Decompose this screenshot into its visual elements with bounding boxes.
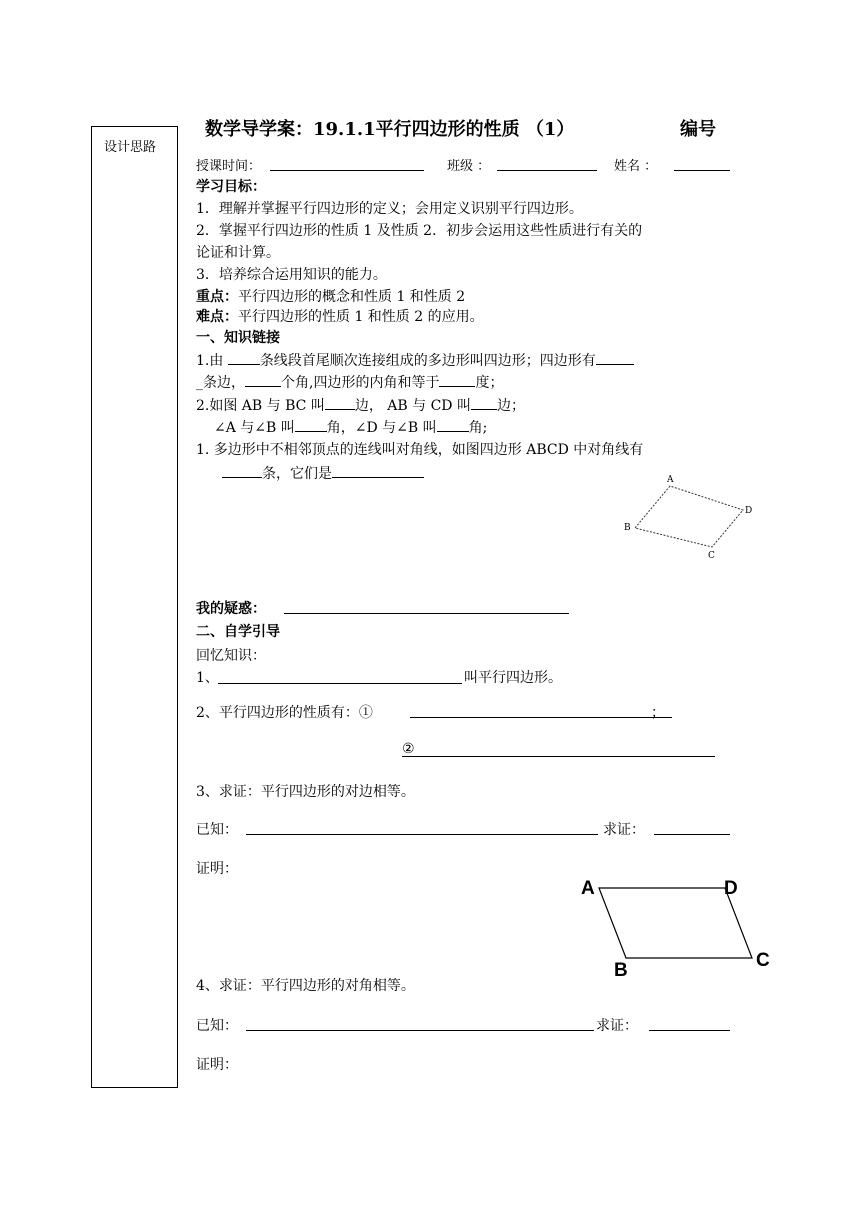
page-title: 数学导学案：19.1.1平行四边形的性质 （1） xyxy=(205,119,575,140)
name-label: 姓名 ： xyxy=(614,159,658,174)
objective-2: 2．掌握平行四边形的性质 1 及性质 2．初步会运用这些性质进行有关的 xyxy=(196,223,643,239)
fig1-label-a: A xyxy=(667,475,674,485)
objectives-heading: 学习目标： xyxy=(196,179,266,195)
fig2-label-b: B xyxy=(614,960,628,981)
question-1-line2: _条边， 个角,四边形的内角和等于 度； xyxy=(196,375,504,391)
item4-text: 4、求证：平行四边形的对角相等。 xyxy=(196,978,415,994)
question-2-line1: 2.如图 AB 与 BC 叫 边， AB 与 CD 叫 边； xyxy=(196,398,525,414)
difficult-point-label: 难点： xyxy=(196,309,238,325)
design-notes-label: 设计思路 xyxy=(104,140,157,155)
item1-prefix: 1、 xyxy=(196,670,219,686)
prove-label-2: 求证： xyxy=(596,1018,638,1034)
question-3-line2: 条，它们是 xyxy=(222,463,424,483)
question-3-line1: 1. 多边形中不相邻顶点的连线叫对角线，如图四边形 ABCD 中对角线有 xyxy=(196,442,644,458)
objective-3: 3．培养综合运用知识的能力。 xyxy=(196,267,387,283)
fig1-label-c: C xyxy=(708,551,715,561)
class-label: 班级 ： xyxy=(447,159,491,174)
item2-prefix: 2、平行四边形的性质有：① xyxy=(196,705,373,721)
fig2-label-a: A xyxy=(581,878,595,899)
difficult-point-text: 平行四边形的性质 1 和性质 2 的应用。 xyxy=(238,309,484,325)
number-label: 编号 xyxy=(680,119,716,140)
item2-second: ② xyxy=(402,741,415,757)
proof-label-1: 证明： xyxy=(196,861,238,877)
fig2-label-d: D xyxy=(724,878,738,899)
objective-2-cont: 论证和计算。 xyxy=(196,245,280,261)
fig1-label-b: B xyxy=(624,523,631,533)
recall-label: 回忆知识： xyxy=(196,648,266,664)
given-field-2[interactable] xyxy=(246,1030,594,1031)
prove-field-2[interactable] xyxy=(649,1030,730,1031)
given-label-1: 已知： xyxy=(196,822,238,838)
doubt-label: 我的疑惑： xyxy=(196,601,266,617)
question-1-line1: 1.由 条线段首尾顺次连接组成的多边形叫四边形；四边形有 xyxy=(196,350,634,370)
item1-suffix: 叫平行四边形。 xyxy=(464,670,562,686)
section1-heading: 一、知识链接 xyxy=(196,330,280,346)
given-label-2: 已知： xyxy=(196,1018,238,1034)
proof-label-2: 证明： xyxy=(196,1057,238,1073)
prove-label-1: 求证： xyxy=(603,822,645,838)
item3-text: 3、求证：平行四边形的对边相等。 xyxy=(196,784,415,800)
fig1-label-d: D xyxy=(745,506,753,516)
time-label: 授课时间： xyxy=(196,159,262,174)
question-2-line2: ∠A 与∠B 叫 角，∠D 与∠B 叫 角; xyxy=(214,420,488,436)
key-point-label: 重点： xyxy=(196,289,238,305)
objective-1: 1．理解并掌握平行四边形的定义；会用定义识别平行四边形。 xyxy=(196,201,583,217)
key-point-text: 平行四边形的概念和性质 1 和性质 2 xyxy=(238,289,466,305)
item2-semicolon: ； xyxy=(651,705,665,721)
fig2-label-c: C xyxy=(756,950,770,971)
section2-heading: 二、自学引导 xyxy=(196,624,280,640)
